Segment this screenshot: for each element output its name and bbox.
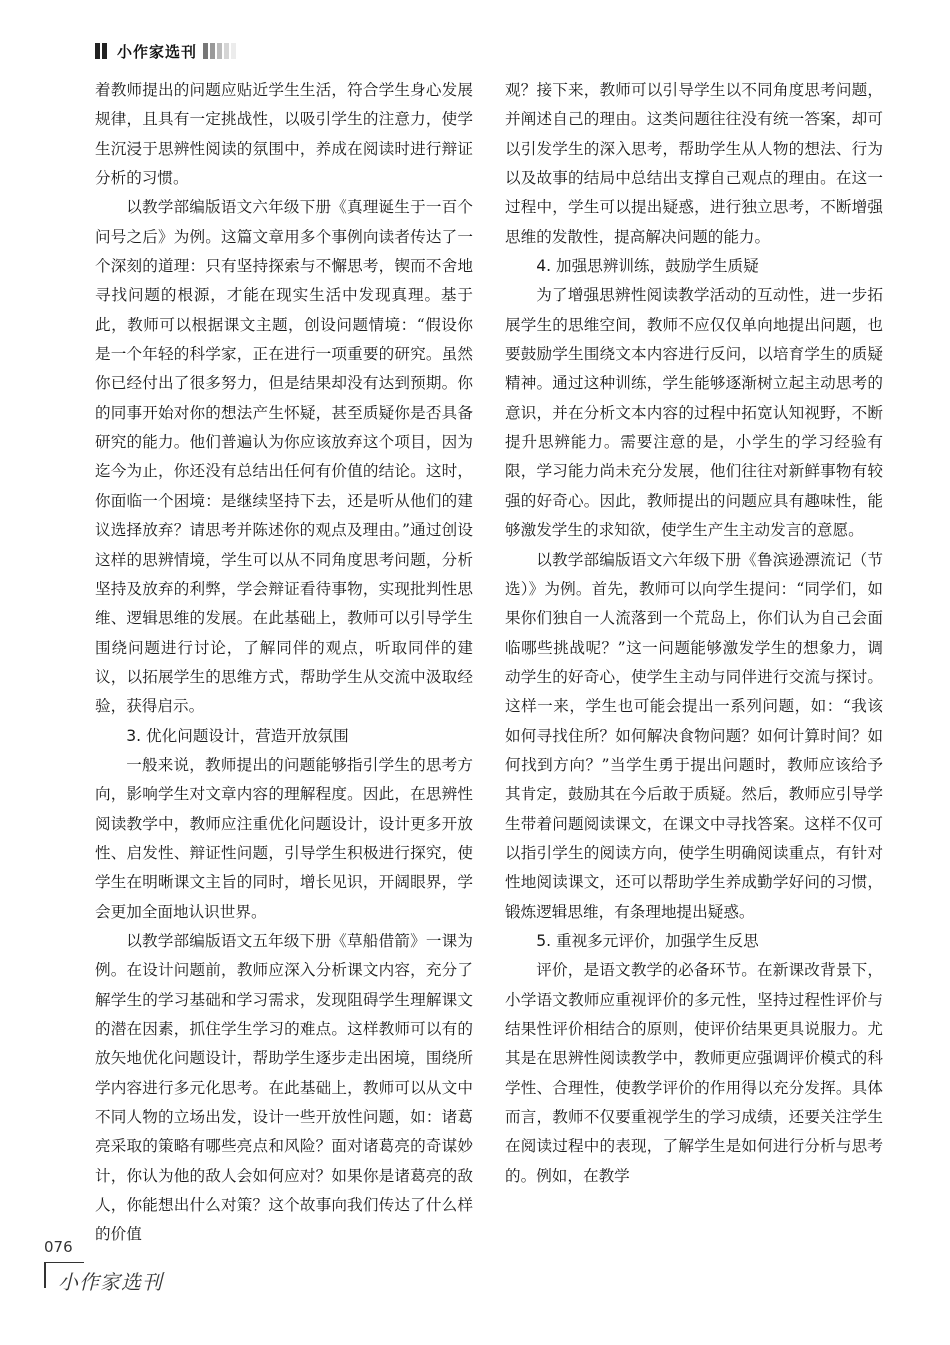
page-number: 076	[44, 1238, 73, 1256]
header-bar-icon	[224, 43, 229, 59]
paragraph: 着教师提出的问题应贴近学生生活，符合学生身心发展规律，且具有一定挑战性，以吸引学生的注意力，使学生沉浸于思辨性阅读的氛围中，养成在阅读时进行辩证分析的习惯。	[95, 81, 473, 188]
right-column	[505, 76, 883, 1191]
paragraph: 一般来说，教师提出的问题能够指引学生的思考方向，影响学生对文章内容的理解程度。因此，在思辨性阅读教学中，教师应注重优化问题设计，设计更多开放性、启发性、辩证性问题，引导学生积极进行探究，使学生在明晰课文主旨的同时，增长见识，开阔眼界，学会更加全面地认识世界。	[95, 755, 473, 921]
header-bar-icon	[231, 43, 236, 59]
paragraph: 以教学部编版语文五年级下册《草船借箭》一课为例。在设计问题前，教师应深入分析课文内容，充分了解学生的学习基础和学习需求，发现阻碍学生理解课文的潜在因素，抓住学生学习的难点。这样教师可以有的放矢地优化问题设计，帮助学生逐步走出困境，围绕所学内容进行多元化思考。在此基础上，教师可以从文中不同人物的立场出发，设计一些开放性问题，如：诸葛亮采取的策略有哪些亮点和风险？面对诸葛亮的奇谋妙计，你认为他的敌人会如何应对？如果你是诸葛亮的敌人，你能想出什么对策？这个故事向我们传达了什么样的价值	[95, 931, 473, 1244]
paragraph: 为了增强思辨性阅读教学活动的互动性，进一步拓展学生的思维空间，教师不应仅仅单向地提出问题，也要鼓励学生围绕文本内容进行反问，以培育学生的质疑精神。通过这种训练，学生能够逐渐树立起主动思考的意识，并在分析文本内容的过程中拓宽认知视野，不断提升思辨能力。需要注意的是，小学生的学习经验有限，学习能力尚未充分发展，他们往往对新鲜事物有较强的好奇心。因此，教师提出的问题应具有趣味性，能够激发学生的求知欲，使学生产生主动发言的意愿。	[505, 286, 883, 540]
page-footer	[44, 1238, 73, 1260]
paragraph: 评价，是语文教学的必备环节。在新课改背景下，小学语文教师应重视评价的多元性，坚持过程性评价与结果性评价相结合的原则，使评价结果更具说服力。尤其是在思辨性阅读教学中，教师更应强调评价模式的科学性、合理性，使教学评价的作用得以充分发挥。具体而言，教师不仅要重视学生的学习成绩，还要关注学生在阅读过程中的表现，了解学生是如何进行分析与思考的。例如，在教学	[505, 961, 883, 1185]
header-bar-icon	[95, 43, 100, 59]
journal-title: 小作家选刊	[117, 42, 198, 61]
section-heading: 3. 优化问题设计，营造开放氛围	[126, 726, 349, 745]
paragraph: 以教学部编版语文六年级下册《鲁滨逊漂流记（节选）》为例。首先，教师可以向学生提问：“同学们，如果你们独自一人流落到一个荒岛上，你们认为自己会面临哪些挑战呢？”这一问题能够激发学生的想象力，调动学生的好奇心，使学生主动与同伴进行交流与探讨。这样一来，学生也可能会提出一系列问题，如：“我该如何寻找住所？如何解决食物问题？如何计算时间？如何找到方向？”当学生勇于提出问题时，教师应该给予其肯定，鼓励其在今后敢于质疑。然后，教师应引导学生带着问题阅读课文，在课文中寻找答案。这样不仅可以指引学生的阅读方向，使学生明确阅读重点，有针对性地阅读课文，还可以帮助学生养成勤学好问的习惯，锻炼逻辑思维，有条理地提出疑惑。	[505, 550, 883, 921]
header-bar-icon	[210, 43, 215, 59]
left-column	[95, 76, 473, 1250]
header-bar-icon	[203, 43, 208, 59]
footer-rule	[44, 1262, 84, 1263]
paragraph: 以教学部编版语文六年级下册《真理诞生于一百个问号之后》为例。这篇文章用多个事例向读者传达了一个深刻的道理：只有坚持探索与不懈思考，锲而不舍地寻找问题的根源，才能在现实生活中发现真理。基于此，教师可以根据课文主题，创设问题情境：“假设你是一个年轻的科学家，正在进行一项重要的研究。虽然你已经付出了很多努力，但是结果却没有达到预期。你的同事开始对你的想法产生怀疑，甚至质疑你是否具备研究的能力。他们普遍认为你应该放弃这个项目，因为迄今为止，你还没有总结出任何有价值的结论。这时，你面临一个困境：是继续坚持下去，还是听从他们的建议选择放弃？请思考并陈述你的观点及理由。”通过创设这样的思辨情境，学生可以从不同角度思考问题，分析坚持及放弃的利弊，学会辩证看待事物，实现批判性思维、逻辑思维的发展。在此基础上，教师可以引导学生围绕问题进行讨论，了解同伴的观点，听取同伴的建议，以拓展学生的思维方式，帮助学生从交流中汲取经验，获得启示。	[95, 198, 473, 716]
footer-rule	[44, 1262, 46, 1288]
section-heading: 5. 重视多元评价，加强学生反思	[536, 931, 759, 950]
header-bar-icon	[217, 43, 222, 59]
section-heading: 4. 加强思辨训练，鼓励学生质疑	[536, 257, 759, 276]
paragraph: 观？接下来，教师可以引导学生以不同角度思考问题，并阐述自己的理由。这类问题往往没有统一答案，却可以引发学生的深入思考，帮助学生从人物的想法、行为以及故事的结局中总结出支撑自己观点的理由。在这一过程中，学生可以提出疑惑，进行独立思考，不断增强思维的发散性，提高解决问题的能力。	[505, 81, 883, 246]
header-bar-icon	[102, 43, 107, 59]
running-header	[95, 40, 238, 62]
footer-logo: 小作家选刊	[58, 1270, 163, 1294]
